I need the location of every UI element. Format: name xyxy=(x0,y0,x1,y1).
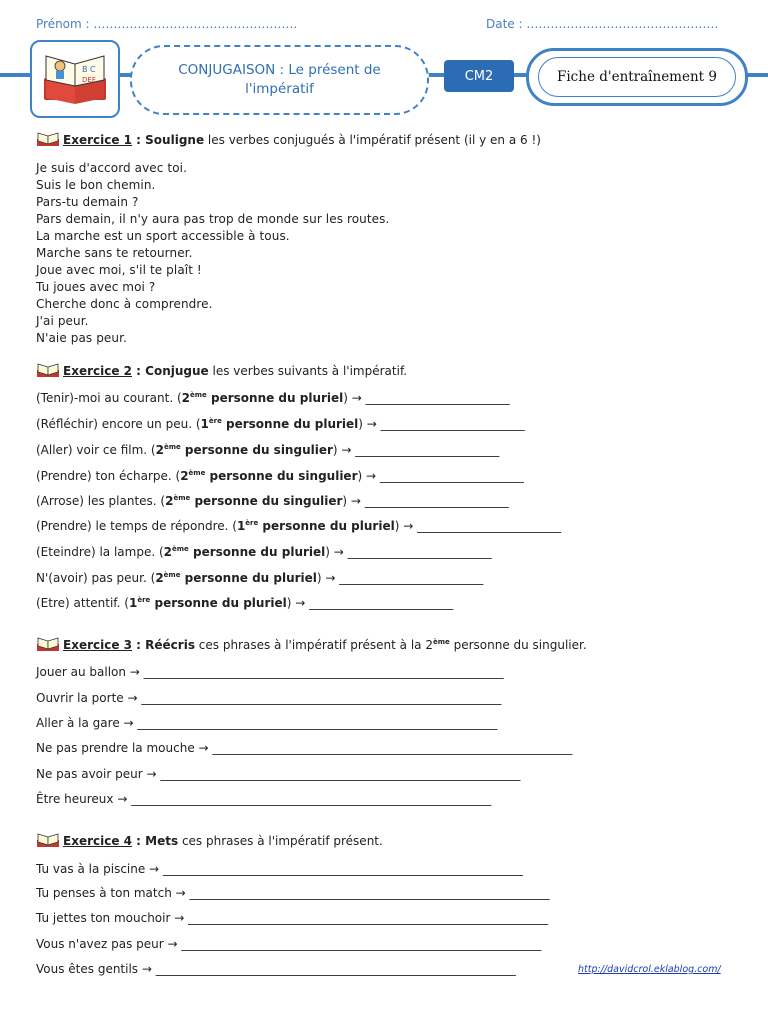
ex1-instr: les verbes conjugués à l'impératif présent (il y en a 6 !) xyxy=(204,133,541,147)
ex3-item[interactable]: Ouvrir la porte → ____________________________________________________________ xyxy=(36,691,502,705)
open-book-icon xyxy=(36,362,60,378)
book-abc-logo-icon xyxy=(32,42,118,116)
ex2-item[interactable]: (Réfléchir) encore un peu. (1ère personne du pluriel) → ________________________ xyxy=(36,417,525,431)
ex1-header: Exercice 1 : Souligne les verbes conjugués à l'impératif présent (il y en a 6 !) xyxy=(36,131,541,147)
ex4-item[interactable]: Vous êtes gentils → ____________________________________________________________ xyxy=(36,962,516,976)
ex1-sentence: Marche sans te retourner. xyxy=(36,246,193,260)
ex4-header: Exercice 4 : Mets ces phrases à l'impératif présent. xyxy=(36,832,383,848)
level-badge: CM2 xyxy=(444,60,514,92)
open-book-icon xyxy=(36,636,60,652)
ex1-sentence: Pars-tu demain ? xyxy=(36,195,139,209)
ex3-header: Exercice 3 : Réécris ces phrases à l'impératif présent à la 2ème personne du singulier. xyxy=(36,636,587,652)
ex4-item[interactable]: Tu vas à la piscine → ____________________________________________________________ xyxy=(36,862,523,876)
ex3-item[interactable]: Ne pas avoir peur → ____________________________________________________________ xyxy=(36,767,521,781)
open-book-icon xyxy=(36,832,60,848)
ex1-instr-bold: Souligne xyxy=(145,133,205,147)
ex2-instr: les verbes suivants à l'impératif. xyxy=(208,364,408,378)
ex2-item[interactable]: (Etre) attentif. (1ère personne du pluriel) → ________________________ xyxy=(36,596,454,610)
ex1-sentence: Tu joues avec moi ? xyxy=(36,280,156,294)
ex3-title: Exercice 3 xyxy=(63,638,132,652)
footer-link[interactable]: http://davidcrol.eklablog.com/ xyxy=(578,964,721,975)
ex2-item[interactable]: (Aller) voir ce film. (2ème personne du singulier) → ________________________ xyxy=(36,443,500,457)
ex4-item[interactable]: Tu jettes ton mouchoir → ____________________________________________________________ xyxy=(36,911,549,925)
logo xyxy=(30,40,120,118)
ex3-item[interactable]: Ne pas prendre la mouche → ____________________________________________________________ xyxy=(36,741,573,755)
ex3-item[interactable]: Jouer au ballon → ____________________________________________________________ xyxy=(36,665,504,679)
ex1-sentence: N'aie pas peur. xyxy=(36,331,127,345)
ex2-item[interactable]: (Tenir)-moi au courant. (2ème personne du pluriel) → ________________________ xyxy=(36,391,510,405)
open-book-icon xyxy=(36,131,60,147)
ex1-sentence: Joue avec moi, s'il te plaît ! xyxy=(36,263,202,277)
ex1-sentence: La marche est un sport accessible à tous. xyxy=(36,229,290,243)
svg-text:DEF: DEF xyxy=(82,76,96,84)
ex1-sentence: Suis le bon chemin. xyxy=(36,178,156,192)
ex1-sentence: Pars demain, il n'y aura pas trop de monde sur les routes. xyxy=(36,212,390,226)
sheet-title: Fiche d'entraînement 9 xyxy=(538,57,736,97)
ex1-sentence: Cherche donc à comprendre. xyxy=(36,297,213,311)
ex4-instr: ces phrases à l'impératif présent. xyxy=(178,834,383,848)
prenom-field: Prénom : …………………………………………… xyxy=(36,17,298,31)
ex1-title: Exercice 1 xyxy=(63,133,132,147)
date-field: Date : ………………………………………… xyxy=(486,17,719,31)
ex2-title: Exercice 2 xyxy=(63,364,132,378)
title-bubble xyxy=(130,45,429,115)
sheet-badge xyxy=(526,48,748,106)
ex1-sentence: Je suis d'accord avec toi. xyxy=(36,161,188,175)
ex3-item[interactable]: Être heureux → ____________________________________________________________ xyxy=(36,792,492,806)
ex3-item[interactable]: Aller à la gare → ____________________________________________________________ xyxy=(36,716,498,730)
ex2-item[interactable]: (Prendre) ton écharpe. (2ème personne du singulier) → ________________________ xyxy=(36,469,524,483)
ex2-item[interactable]: (Eteindre) la lampe. (2ème personne du pluriel) → ________________________ xyxy=(36,545,492,559)
page-title: CONJUGAISON : Le présent de l'impératif xyxy=(178,62,381,97)
ex4-instr-bold: Mets xyxy=(145,834,179,848)
ex3-instr-bold: Réécris xyxy=(145,638,195,652)
ex2-item[interactable]: (Prendre) le temps de répondre. (1ère personne du pluriel) → ________________________ xyxy=(36,519,562,533)
ex1-sentence: J'ai peur. xyxy=(36,314,89,328)
ex4-title: Exercice 4 xyxy=(63,834,132,848)
ex2-instr-bold: Conjugue xyxy=(145,364,209,378)
ex2-item[interactable]: N'(avoir) pas peur. (2ème personne du pluriel) → ________________________ xyxy=(36,571,484,585)
svg-text:B C: B C xyxy=(82,65,96,74)
ex4-item[interactable]: Tu penses à ton match → ____________________________________________________________ xyxy=(36,886,550,900)
ex4-item[interactable]: Vous n'avez pas peur → ____________________________________________________________ xyxy=(36,937,542,951)
ex3-instr: ces phrases à l'impératif présent à la 2 xyxy=(194,638,433,652)
ex2-header: Exercice 2 : Conjugue les verbes suivants à l'impératif. xyxy=(36,362,407,378)
ex2-item[interactable]: (Arrose) les plantes. (2ème personne du singulier) → ________________________ xyxy=(36,494,509,508)
